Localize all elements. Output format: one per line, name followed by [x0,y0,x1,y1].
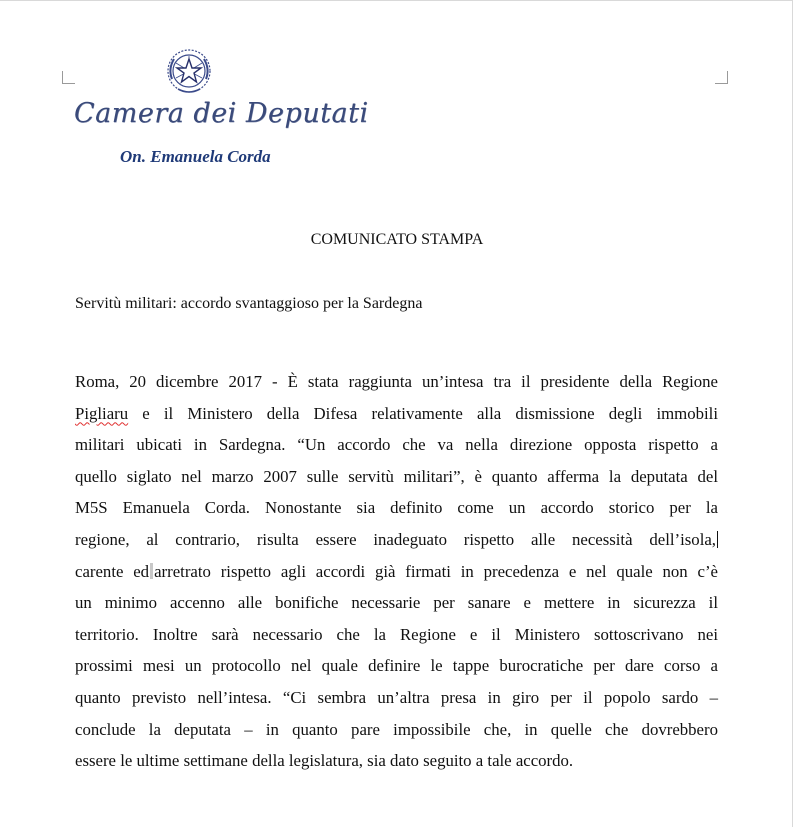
body-line: quello siglato nel marzo 2007 sulle servitù militari”, è quanto afferma la deputata del [75,466,718,486]
body-line: territorio. Inoltre sarà necessario che la Regione e il Ministero sottoscrivano nei [75,624,718,644]
body-line: M5S Emanuela Corda. Nonostante sia definito come un accordo storico per la [75,498,718,518]
body-line: militari ubicati in Sardegna. “Un accordo che va nella direzione opposta rispetto a [75,435,718,455]
body-line: un minimo accenno alle bonifiche necessarie per sanare e mettere in sicurezza il [75,593,718,613]
selection-marker [150,563,153,579]
italian-republic-emblem-icon [164,47,214,97]
body-line: prossimi mesi un protocollo nel quale definire le tappe burocratiche per dare corso a [75,656,718,676]
dateline: Roma, 20 dicembre 2017 - [75,372,288,391]
press-release-body[interactable] [75,366,718,777]
body-line: Roma, 20 dicembre 2017 - È stata raggiunta un’intesa tra il presidente della Regione [75,372,718,391]
body-line: essere le ultime settimane della legislatura, sia dato seguito a tale accordo. [75,751,574,771]
body-line: Pigliaru e il Ministero della Difesa relativamente alla dismissione degli immobili [75,403,718,423]
body-line: regione, al contrario, risulta essere inadeguato rispetto alle necessità dell’isola, [75,529,716,549]
text-cursor [717,531,718,548]
misspelled-word: Pigliaru [75,403,129,423]
deputy-name: On. Emanuela Corda [120,147,271,166]
margin-corner-top-left [62,71,75,84]
institution-name: Camera dei Deputati [74,98,369,129]
body-line: conclude la deputata – in quanto pare impossibile che, in quelle che dovrebbero [75,719,718,739]
body-line: carente ed arretrato rispetto agli accordi già firmati in precedenza e nel quale non c’è [75,561,718,581]
document-heading: COMUNICATO STAMPA [310,231,484,248]
document-subtitle: Servitù militari: accordo svantaggioso per la Sardegna [75,295,423,312]
margin-corner-top-right [715,71,728,84]
body-line: quanto previsto nell’intesa. “Ci sembra un’altra presa in giro per il popolo sardo – [75,687,718,707]
